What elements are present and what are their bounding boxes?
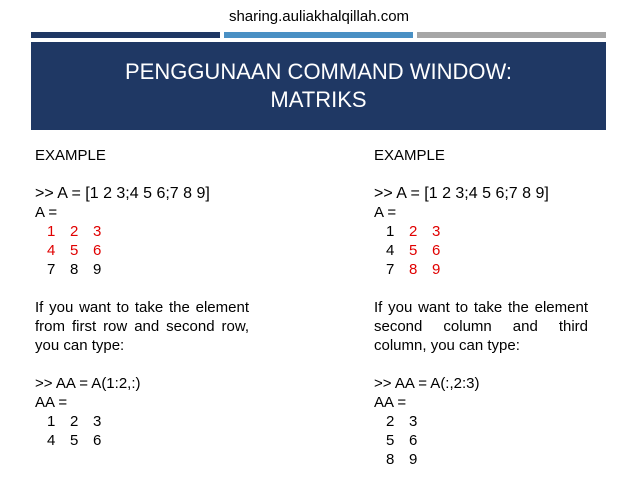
matrix-cell: 2 bbox=[386, 413, 395, 430]
matrix-cell: 5 bbox=[386, 432, 395, 449]
slide-title-line1: PENGGUNAAN COMMAND WINDOW: bbox=[124, 59, 513, 84]
matrix bbox=[35, 222, 249, 279]
matrix-row bbox=[374, 241, 588, 260]
matrix-cell: 8 bbox=[409, 261, 418, 278]
matrix-cell: 3 bbox=[409, 413, 418, 430]
watermark-text: sharing.auliakhalqillah.com bbox=[228, 8, 410, 25]
matrix-row bbox=[374, 260, 588, 279]
matrix-cell: 1 bbox=[47, 223, 56, 240]
matrix-row bbox=[35, 222, 249, 241]
accent-bar-gray bbox=[417, 32, 606, 38]
matrix-cell: 9 bbox=[432, 261, 441, 278]
description-paragraph: If you want to take the element second column and third column, you can type: bbox=[374, 299, 588, 354]
matrix-cell: 7 bbox=[386, 261, 395, 278]
matrix-cell: 6 bbox=[93, 432, 102, 449]
matrix-cell: 4 bbox=[47, 432, 56, 449]
matrix-cell: 3 bbox=[93, 413, 102, 430]
result-matrix bbox=[35, 412, 249, 450]
description-paragraph: If you want to take the element from first row and second row, you can type: bbox=[35, 299, 249, 354]
result-matrix bbox=[374, 412, 588, 469]
matrix-row bbox=[35, 241, 249, 260]
example-heading: EXAMPLE bbox=[35, 147, 106, 164]
matrix-command: >> A = [1 2 3;4 5 6;7 8 9] bbox=[374, 185, 549, 202]
matrix-row bbox=[374, 450, 588, 469]
matrix-cell: 1 bbox=[47, 413, 56, 430]
right-example bbox=[374, 146, 588, 469]
left-example bbox=[35, 146, 249, 450]
matrix-cell: 1 bbox=[386, 223, 395, 240]
matrix-row bbox=[35, 412, 249, 431]
matrix-cell: 2 bbox=[409, 223, 418, 240]
matrix-cell: 4 bbox=[47, 242, 56, 259]
matrix-row bbox=[374, 222, 588, 241]
matrix-cell: 4 bbox=[386, 242, 395, 259]
result-var-label: AA = bbox=[374, 394, 407, 411]
matrix-cell: 2 bbox=[70, 223, 79, 240]
matrix-row bbox=[374, 431, 588, 450]
submatrix-command: >> AA = A(:,2:3) bbox=[374, 375, 480, 392]
matrix-cell: 6 bbox=[409, 432, 418, 449]
matrix-cell: 8 bbox=[386, 451, 395, 468]
matrix-cell: 7 bbox=[47, 261, 56, 278]
matrix-row bbox=[35, 260, 249, 279]
matrix-cell: 9 bbox=[93, 261, 102, 278]
matrix-cell: 6 bbox=[432, 242, 441, 259]
matrix-cell: 5 bbox=[409, 242, 418, 259]
matrix-var-label: A = bbox=[35, 204, 58, 221]
matrix-var-label: A = bbox=[374, 204, 397, 221]
matrix-cell: 3 bbox=[93, 223, 102, 240]
result-var-label: AA = bbox=[35, 394, 68, 411]
accent-bar-dark bbox=[31, 32, 220, 38]
matrix-row bbox=[35, 431, 249, 450]
matrix-cell: 2 bbox=[70, 413, 79, 430]
matrix-cell: 5 bbox=[70, 432, 79, 449]
matrix-row bbox=[374, 412, 588, 431]
matrix-cell: 8 bbox=[70, 261, 79, 278]
slide-title bbox=[31, 42, 606, 130]
matrix-cell: 3 bbox=[432, 223, 441, 240]
example-heading: EXAMPLE bbox=[374, 147, 445, 164]
matrix bbox=[374, 222, 588, 279]
matrix-cell: 5 bbox=[70, 242, 79, 259]
matrix-command: >> A = [1 2 3;4 5 6;7 8 9] bbox=[35, 185, 210, 202]
matrix-cell: 6 bbox=[93, 242, 102, 259]
matrix-cell: 9 bbox=[409, 451, 418, 468]
slide-title-line2: MATRIKS bbox=[270, 87, 367, 112]
accent-bar-blue bbox=[224, 32, 413, 38]
submatrix-command: >> AA = A(1:2,:) bbox=[35, 375, 141, 392]
